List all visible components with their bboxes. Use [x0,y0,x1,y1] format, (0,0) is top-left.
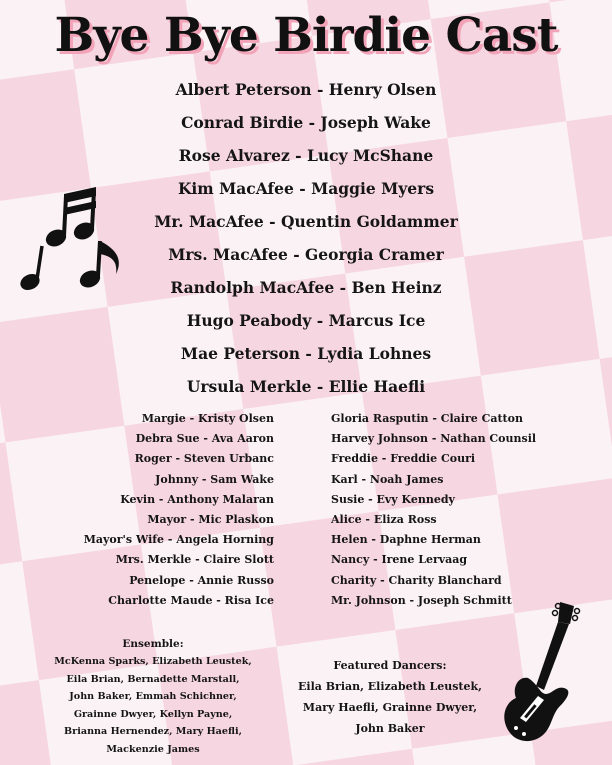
principal-cast-item: Hugo Peabody - Marcus Ice [186,311,426,330]
supporting-cast-item: Penelope - Annie Russo [129,573,274,587]
principal-cast-item: Albert Peterson - Henry Olsen [175,80,437,99]
principal-cast-item: Mrs. MacAfee - Georgia Cramer [168,245,444,264]
supporting-cast-item: Nancy - Irene Lervaag [331,553,468,567]
ensemble-line: McKenna Sparks, Elizabeth Leustek, [54,656,252,667]
supporting-cast-right-column [331,409,536,611]
principal-cast-item: Mae Peterson - Lydia Lohnes [180,344,432,363]
supporting-cast-left-column [84,409,274,611]
supporting-cast-item: Susie - Evy Kennedy [331,492,455,506]
supporting-cast-item: Harvey Johnson - Nathan Counsil [331,432,537,446]
music-notes-icon [18,186,130,298]
page-title: Bye Bye Birdie Cast [54,8,558,63]
ensemble-line: Grainne Dwyer, Kellyn Payne, [73,708,233,720]
supporting-cast-item: Mrs. Merkle - Claire Slott [115,553,274,567]
supporting-cast-item: Kevin - Anthony Malaran [120,492,274,506]
principal-cast-item: Conrad Birdie - Joseph Wake [181,113,431,132]
featured-dancers-heading: Featured Dancers: [333,659,447,672]
ensemble-line: Mackenzie James [106,743,200,755]
supporting-cast-item: Helen - Daphne Herman [331,533,481,547]
supporting-cast-item: Debra Sue - Ava Aaron [135,432,274,446]
principal-cast-item: Mr. MacAfee - Quentin Goldammer [154,212,458,231]
supporting-cast-item: Mr. Johnson - Joseph Schmitt [331,593,512,607]
supporting-cast-item: Mayor - Mic Plaskon [147,512,274,526]
supporting-cast-item: Mayor's Wife - Angela Horning [83,533,274,547]
ensemble-line: Brianna Hernendez, Mary Haefli, [64,726,242,737]
supporting-cast-item: Charity - Charity Blanchard [331,573,502,587]
supporting-cast-item: Freddie - Freddie Couri [331,452,476,466]
featured-dancers-line: John Baker [355,722,425,735]
ensemble-section [38,636,268,758]
supporting-cast-item: Charlotte Maude - Risa Ice [108,593,274,607]
principal-cast-item: Randolph MacAfee - Ben Heinz [170,278,442,297]
ensemble-line: John Baker, Emmah Schichner, [69,691,237,702]
electric-guitar-icon [498,598,582,748]
ensemble-line: Eila Brian, Bernadette Marstall, [66,673,240,685]
supporting-cast-item: Margie - Kristy Olsen [141,412,274,425]
ensemble-heading: Ensemble: [122,638,184,650]
principal-cast-item: Rose Alvarez - Lucy McShane [178,146,434,165]
supporting-cast-item: Gloria Rasputin - Claire Catton [331,412,523,425]
featured-dancers-line: Mary Haefli, Grainne Dwyer, [302,701,478,714]
supporting-cast-item: Johnny - Sam Wake [155,472,274,486]
principal-cast-item: Kim MacAfee - Maggie Myers [177,179,435,198]
supporting-cast-item: Alice - Eliza Ross [331,512,437,526]
featured-dancers-line: Eila Brian, Elizabeth Leustek, [298,680,482,693]
featured-dancers-section [285,656,495,739]
principal-cast-item: Ursula Merkle - Ellie Haefli [186,377,426,396]
supporting-cast-item: Roger - Steven Urbanc [134,452,274,466]
supporting-cast-item: Karl - Noah James [331,472,444,486]
